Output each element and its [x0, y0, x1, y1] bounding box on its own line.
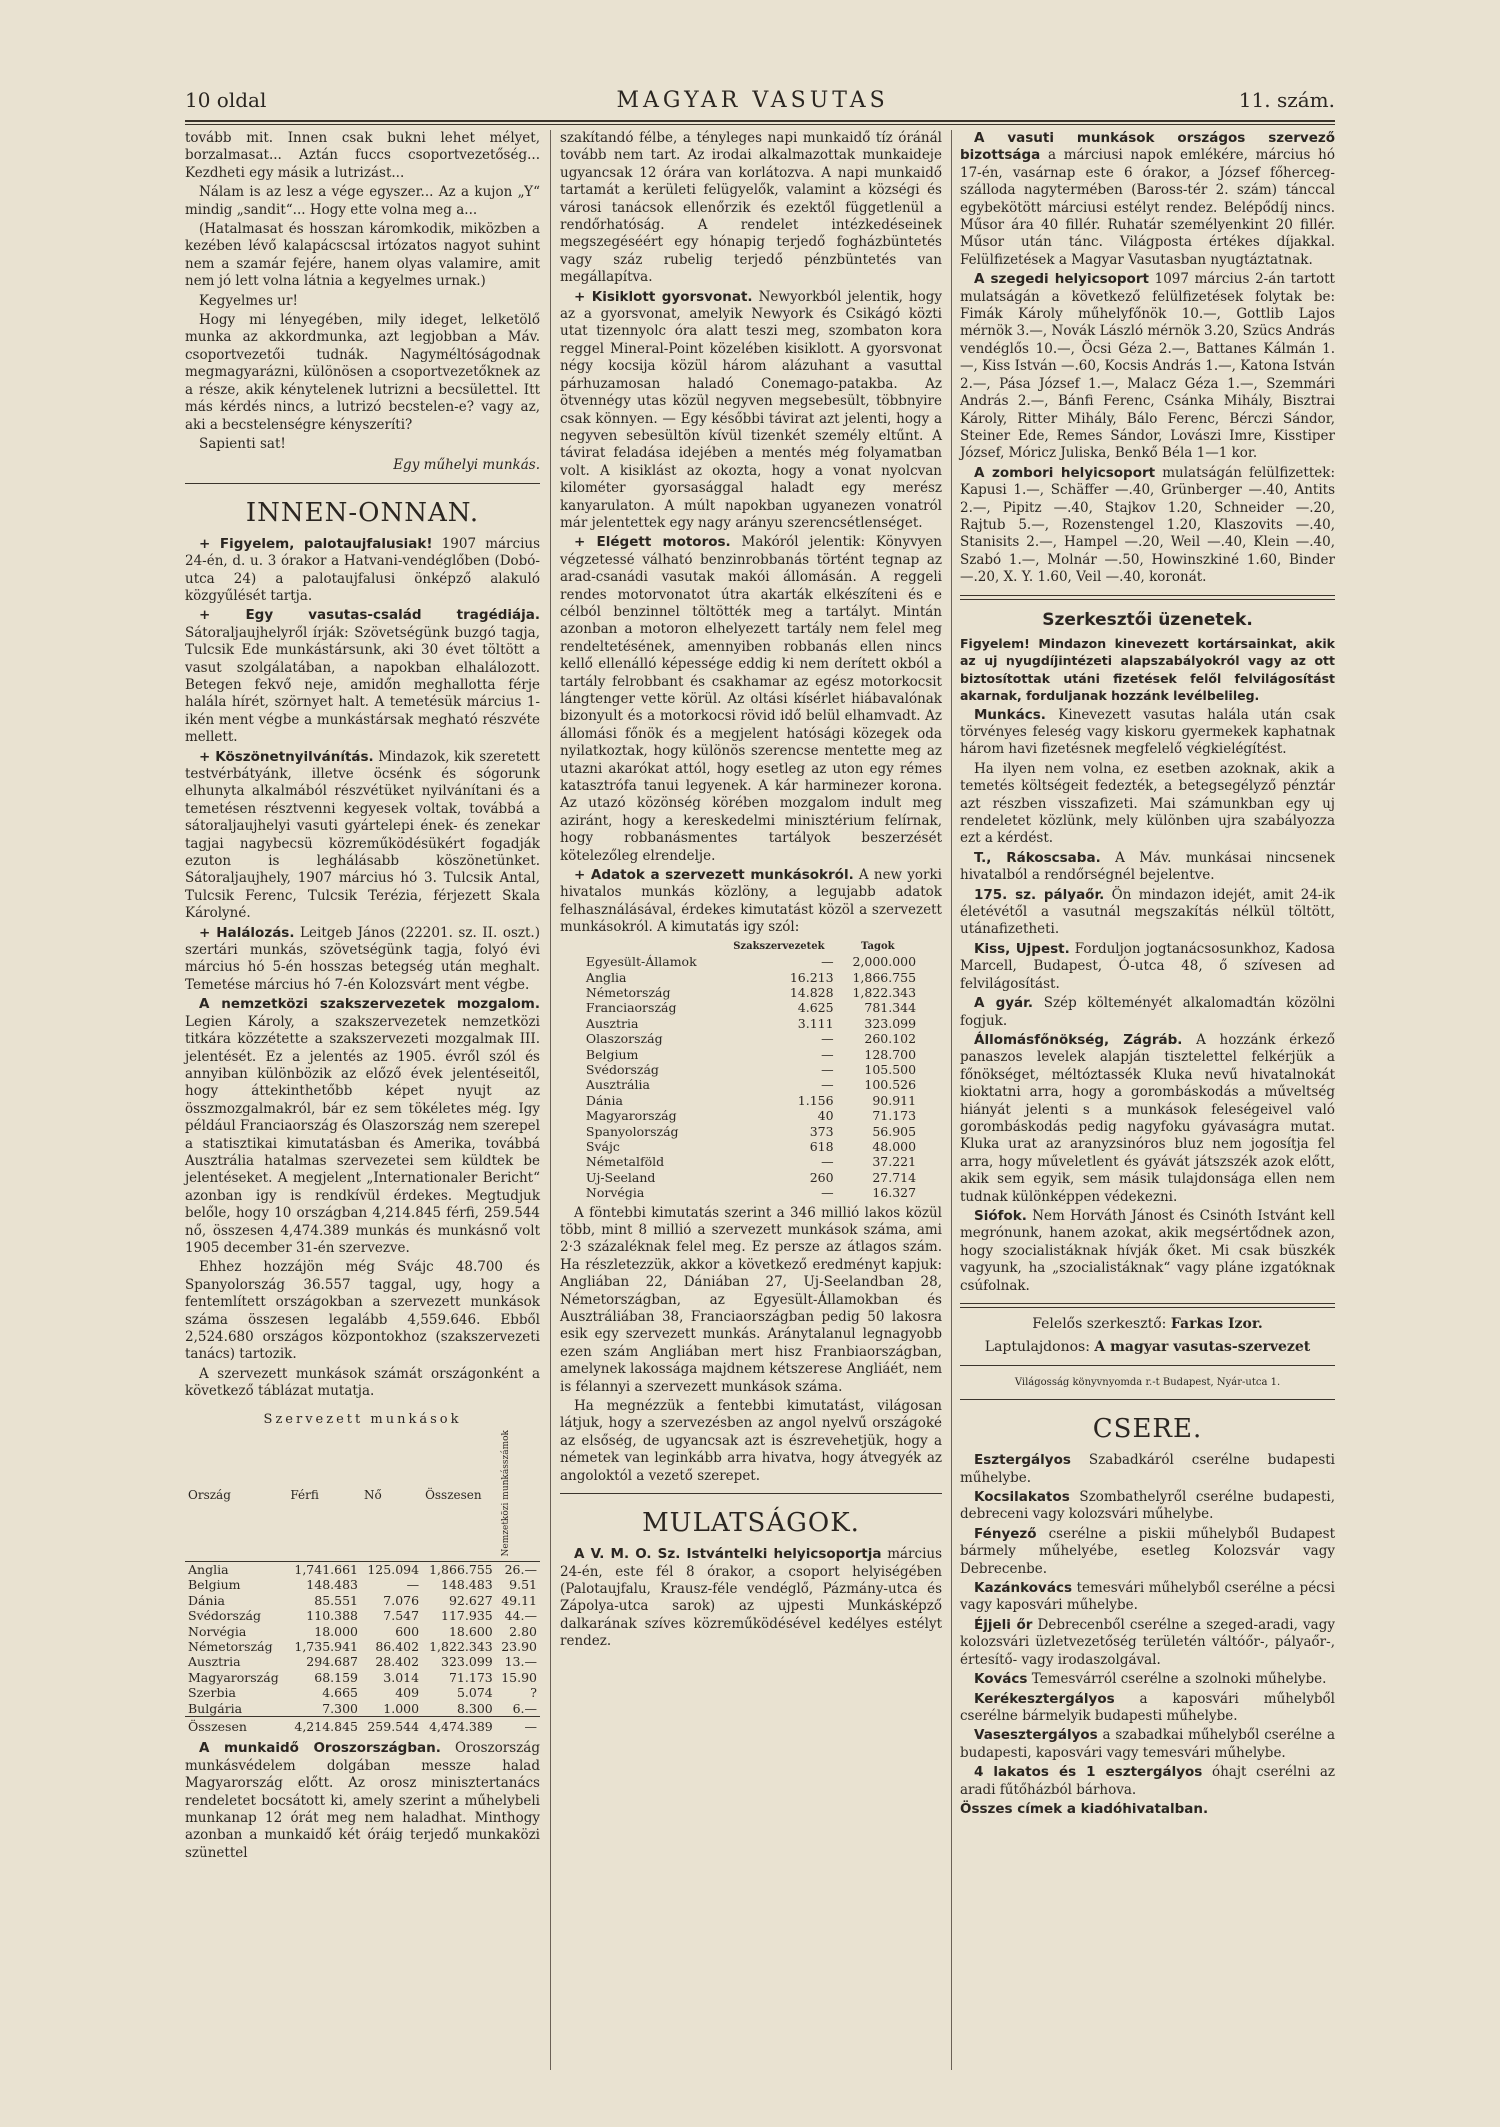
table-cell: —	[821, 1077, 834, 1093]
table-cell: 90.911	[872, 1092, 917, 1108]
table-cell: 6.—	[512, 1700, 537, 1716]
table-cell: 600	[395, 1623, 420, 1639]
list-item	[960, 1691, 1335, 1726]
table-row	[583, 1016, 919, 1031]
divider	[960, 1365, 1335, 1366]
list-item	[960, 1208, 1335, 1295]
table-cell: 4,214.845	[287, 1716, 361, 1734]
section-title-mulatsagok: MULATSÁGOK.	[642, 1508, 860, 1539]
list-item	[960, 1764, 1335, 1799]
divider	[185, 483, 540, 484]
table-header: Szakszervezetek	[733, 940, 825, 952]
table-caption: Szervezett munkások	[263, 1411, 462, 1427]
table-row	[583, 985, 919, 1000]
table-row	[583, 1062, 919, 1077]
table-row	[583, 1031, 919, 1046]
item-headline: Fényező	[974, 1525, 1037, 1542]
table-cell: 100.526	[864, 1077, 917, 1093]
news-body: Oroszország munkásvédelem dolgában messze halad Magyarország előtt. Az orosz minisztertanács rendeletet bocsátott ki, amely szerint a műhelybeli munkanap 12 órát meg nem haladhat. Minthogy azonban a munkaidő két óráig terjedő munkaközi szünettel	[185, 1740, 540, 1861]
news-body: március 24-én, este fél 8 órakor, a csoport helyiségében (Palotaujfalu, Krausz-féle vendéglő, Pázmány-utca és Zápolya-utca sarok) az ujpesti Munkásképző dalkarának szíves közreműködésével kedélyes estélyt rendez.	[560, 1546, 943, 1650]
table-cell: 128.700	[864, 1046, 917, 1062]
table-cell: Anglia	[585, 969, 627, 985]
news-headline: A zombori helyicsoport	[974, 464, 1156, 481]
table-cell: 18.000	[314, 1623, 358, 1639]
table-cell: 1.156	[797, 1092, 834, 1108]
news-body: Makóról jelentik: Könyvyen végzetessé válható benzinrobbanás történt tegnap az arad-csanádi vasutak makói állomásán. A reggeli rendes motorvonatot útra akarták elkészíteni és e célból benzinnel töltötték meg a tartályt. Mintán azonban a motoron elhelyezett tartály nem felel meg rendeltetésének, amennyiben robbanás ellen nincs kellő ellenálló képessége eddig ki nem derített okból a tartály felrobbant és csakhamar az egész motorkocsit lángtenger vette körül. Az oltási kísérlet hiábavalónak bizonyult és a motorkocsi rövid idő belül elhamvadt. Az állomási főnök és a megjelent hatósági közegek oda nyilatkoztak, hogy különös szerencse mentette meg az utazni akarókat attól, hogy esetleg az uton egy rémes katasztrófa tanui legyenek. A kár harminezer korona. Az utazó közönség körében mozgalom indult meg aziránt, hogy a kereskedelmi minisztérium felírnak, hogy robbanásmentes tartályok beszerzését kötelezőleg elrendelje.	[560, 534, 943, 864]
table-cell: 7.300	[322, 1700, 358, 1716]
table-cell: —	[821, 954, 834, 970]
table-cell: 1,866.755	[429, 1561, 493, 1577]
news-headline: A szegedi helyicsoport	[974, 271, 1149, 288]
divider	[560, 1493, 942, 1494]
table-cell: 85.551	[314, 1592, 358, 1608]
table-cell: 56.905	[872, 1123, 917, 1139]
item-body: Szép költeményét alkalomadtán közölni fogjuk.	[960, 995, 1336, 1029]
publisher-label: Laptulajdonos:	[984, 1339, 1090, 1356]
table-header	[496, 1430, 540, 1561]
table-cell: 18.600	[448, 1623, 493, 1639]
news-body: Sátoraljaujhelyről írják: Szövetségünk buzgó tagja, Tulcsik Ede munkástársunk, aki 30 évet töltött a vasut szolgálatában, a napokban elhalálozott. Betegen fekvő neje, amidőn meghallotta férje halála hírét, szörnyet halt. A temetésük március 1-ikén ment végbe a munkástársak megható részvéte mellett.	[185, 624, 540, 746]
publisher-name: A magyar vasutas-szervezet	[1094, 1339, 1311, 1356]
table-cell: Németország	[188, 1638, 273, 1654]
table-cell: 294.687	[306, 1654, 358, 1670]
newspaper-title: MAGYAR VASUTAS	[616, 88, 889, 113]
column-1	[185, 130, 540, 1864]
paragraph: Ehhez hozzájön még Svájc 48.700 és Spanyolország 36.557 taggal, ugy, hogy a fentemlített országokban a szervezett munkások száma összesen legalább 4,559.646. Ebből 2,524.680 országos központokhoz (szakszervezeti tanács) tartozik.	[185, 1259, 540, 1363]
table-row	[185, 1685, 540, 1700]
item-body: a szabadkai műhelyből cserélne a budapesti, kaposvári vagy temesvári műhelybe.	[960, 1727, 1335, 1761]
table-cell: 105.500	[864, 1061, 917, 1077]
table-total-row	[185, 1716, 540, 1734]
section-title-csere: CSERE.	[1092, 1414, 1203, 1445]
editor-line	[960, 1316, 1335, 1333]
table-cell: Bulgária	[188, 1700, 243, 1716]
list-item	[960, 995, 1335, 1030]
paragraph: Sapienti sat!	[199, 435, 286, 452]
table-cell: —	[821, 1046, 834, 1062]
table-cell: Ausztrália	[585, 1077, 650, 1093]
table-cell: Svájc	[585, 1138, 620, 1154]
list-item	[960, 1727, 1335, 1762]
table-cell: 148.483	[441, 1577, 493, 1593]
table-row	[583, 954, 919, 969]
table-row	[583, 970, 919, 985]
table-cell: 1,735.941	[294, 1638, 358, 1654]
table-cell: Ausztria	[585, 1015, 639, 1031]
list-item	[960, 1526, 1335, 1578]
table-cell: Németalföld	[585, 1154, 665, 1170]
paragraph: Ha megnézzük a fentebbi kimutatást, világosan látjuk, hogy a szervezésben az angol nyelvű országoké az elsőség, de ugyancsak azt is észrevehetjük, hogy a németek van leginkább arra hivatva, hogy átvegyék az angoloktól a vezető szerepet.	[560, 1398, 942, 1484]
table-header: Nő	[361, 1430, 422, 1561]
table-cell: 27.714	[872, 1169, 917, 1185]
table-cell: Anglia	[188, 1561, 229, 1577]
item-body: Debrecenből cserélne a szeged-aradi, vagy kolozsvári üzletvezetőség területén váltóőr-, pályaőr-, értesítő- vagy irodaszolgával.	[960, 1616, 1335, 1668]
editor-label: Felelős szerkesztő:	[1032, 1316, 1167, 1332]
news-headline: + Köszönetnyilvánítás.	[199, 748, 374, 765]
column-3	[960, 130, 1335, 1820]
masthead	[185, 88, 1335, 118]
table-cell: 40	[817, 1108, 834, 1124]
table-cell: 7.076	[383, 1592, 420, 1608]
table-row	[583, 1124, 919, 1139]
table-cell: 92.627	[448, 1592, 493, 1608]
news-headline: + Figyelem, palotaujfalusiak!	[199, 535, 433, 552]
item-body: A hozzánk érkező panaszos levelek alapján tisztelettel felkérjük a főnökséget, méltóztassék Kluka nevű hivatalnokát kioktatni arra, hogy a gorombáskodás a műveltség hiányát jelenti s a munkások feleségeivel való gorombáskodás pedig nagyfoku gyávaságra mutat. Kluka urat az aranyzsinóros bluz nem jogosítja fel arra, hogy műveletlent és gyávát játszszék azok előtt, akik sem egyik, sem másik tulajdonsága ellen nem tudnak különképpen védekezni.	[960, 1031, 1335, 1205]
list-item	[960, 1032, 1335, 1206]
item-body: Nem Horváth Jánost és Csinóth Istvánt kell megrónunk, hanem azokat, akik megsértődnek azon, hogy szocialistáknak hívják őket. Mi csak büszkék vagyunk, ha „szocialistáknak“ vagy pláne izgatóknak csúfolnak.	[960, 1207, 1336, 1294]
table-cell: Belgium	[585, 1046, 639, 1062]
news-headline: A V. M. O. Sz. Istvántelki helyicsoportja	[574, 1546, 882, 1563]
table-cell: 8.300	[456, 1700, 493, 1716]
list-item	[960, 761, 1335, 848]
item-body: Szombathelyről cserélne budapesti, debreceni vagy kolozsvári műhelybe.	[960, 1489, 1335, 1523]
table-cell: Magyarország	[188, 1669, 279, 1685]
table-cell: —	[821, 1031, 834, 1047]
list-item	[960, 941, 1335, 993]
editor-name: Farkas Izor.	[1170, 1316, 1263, 1332]
news-body: mulatságán felülfizettek: Kapusi 1.—, Schäffer —.40, Grünberger —.40, Antits 2.—, Pipitz —.40, Stajkov 1.20, Schneider —.20, Rajtub 5.—, Rozenstengel 1.20, Klaszovits —.40, Stanisits 2.—, Hampel —.20, Weil —.40, Klein —.40, Szabó 1.—, Molnár —.50, Howinszkiné 1.60, Binder —.20, X. Y. 1.60, Veil —.40, koronát.	[960, 464, 1335, 586]
list-item	[960, 1452, 1335, 1487]
publisher-line	[960, 1339, 1335, 1356]
news-body: 1907 március 24-én, d. u. 3 órakor a Hatvani-vendéglőben (Dobó-utca 24) a palotaujfalusi önképző alakuló közgyűlését tartja.	[185, 535, 541, 604]
item-headline: Vasesztergályos	[974, 1727, 1098, 1744]
divider	[960, 1399, 1335, 1400]
column-divider-2	[951, 130, 952, 2070]
table-cell: Svédország	[585, 1061, 659, 1077]
table-cell: Belgium	[188, 1577, 241, 1593]
table-cell: ?	[530, 1685, 537, 1701]
news-body: Newyorkból jelentik, hogy az a gyorsvonat, amelyik Newyork és Csikágó közti utat tizennyolc óra alatt teszi meg, szombaton kora reggel Mineral-Point közelében kisiklott. A gyorsvonat négy kocsija közül három alázuhant a vasuttal párhuzamosan haladó Conemago-patakba. Az ötvennégy utas közül negyven megsebesült, többnyire csak könnyen. — Egy későbbi távirat azt jelenti, hogy a negyven sebesültön kívül tizenkét személy eltűnt. A távirat feladása idejében a mentés még folyamatban volt. A kisiklást az okozta, hogy a vonat nyolcvan kilométer gyorsasággal haladt egy merész kanyarulaton. A múlt napokban ugyanezen vonatról már jelentettek egy nagy arányu szerencsétlenséget.	[560, 288, 942, 531]
table-cell: 9.51	[509, 1577, 537, 1593]
news-headline: A vasuti munkások országos szervező bizottsága	[960, 130, 1335, 164]
paragraph: Hogy mi lényegében, mily ideget, lelketölő munka az akkordmunka, azt legjobban a Máv. csoportvezetői tudnák. Nagyméltóságodnak megmagyarázni, különösen a csoportvezetőknek az a része, akik kénytelenek lutrizni a becsülettel. Itt más kérdés nincs, a lutrizó becstelen-e? vagy az, aki a becstelenségre kényszeríti?	[185, 312, 540, 433]
column-divider-1	[550, 130, 551, 2070]
table-cell: Összesen	[185, 1716, 287, 1734]
table-cell: 1,822.343	[852, 984, 917, 1000]
news-body: Mindazok, kik szeretett testvérbátyánk, illetve öcsénk és sógorunk elhunyta alkalmából részvétüket nyilvánítani és a temetésen résztvenni kegyesek voltak, továbbá a sátoraljaujhelyi vasuti gyártelepi ének- és zenekar tagjai nagybecsü közreműködésükért fogadják ezuton is leghálásabb köszönetünket. Sátoraljaujhely, 1907 március hó 3. Tulcsik Antal, Tulcsik Ferenc, Tulcsik Terézia, férjezett Skala Károlyné.	[185, 748, 540, 922]
section-title-innen-onnan: INNEN-ONNAN.	[245, 497, 480, 528]
table-header: Ország	[185, 1430, 287, 1561]
item-body: Kinevezett vasutas halála után csak törvényes feleség vagy kiskoru gyermekek kaphatnak három havi fizetésnek megfelelő végkielégítést.	[960, 706, 1336, 758]
table-cell: —	[821, 1154, 834, 1170]
list-item	[960, 887, 1335, 939]
table-cell: 5.074	[456, 1685, 493, 1701]
table-cell: Svédország	[188, 1608, 261, 1624]
item-body: Ha ilyen nem volna, ez esetben azoknak, akik a temetés költségeit fedezték, a betegsegélyző pénztár azt részben visszafizeti. Mai számunkban egy uj rendeletet közlünk, mely különben ujra szabályozza ezt a kérdést.	[960, 760, 1335, 847]
masthead-rule	[185, 120, 1335, 122]
section-title-editorial: Szerkesztői üzenetek.	[1042, 609, 1253, 630]
unions-table	[583, 939, 919, 1201]
table-cell: 49.11	[501, 1592, 537, 1608]
item-headline: Kiss, Ujpest.	[974, 940, 1070, 957]
table-cell: 781.344	[864, 1000, 917, 1016]
closing-line: Összes címek a kiadóhivatalban.	[960, 1800, 1209, 1817]
table-row	[185, 1654, 540, 1669]
table-cell: 125.094	[367, 1561, 420, 1577]
news-headline: + Adatok a szervezett munkásokról.	[574, 867, 854, 884]
table-cell: 68.159	[314, 1669, 358, 1685]
table-cell: 16.213	[789, 969, 834, 985]
news-body: 1097 március 2-án tartott mulatságán a következő felülfizetések folytak be: Fimák Károly műhelyfőnök 10.—, Gottlib Lajos mérnök 3.—, Novák László mérnök 3.20, Szücs András vendéglős 10.—, Öcsi Géza 2.—, Battanes Kálmán 1.—, Kiss István —.60, Kocsis András 1.—, Katona István 2.—, Pása József 1.—, Malacz Géza 1.—, Szemmári András 2.—, Bánfi Ferenc, Csánka Mihály, Bisztrai Károly, Ritter Mihály, Bálo Ferenc, Bérczi Sándor, Steiner Ede, Remes Sándor, Lovászi Imre, Kisstiper József, Móricz Juliska, Benkő Béla 1—1 kor.	[960, 271, 1335, 462]
table-cell: Egyesült-Államok	[585, 954, 697, 970]
table-cell: 71.173	[448, 1669, 493, 1685]
table-cell: 37.221	[872, 1154, 917, 1170]
item-headline: Siófok.	[974, 1207, 1027, 1224]
item-headline: Munkács.	[974, 706, 1046, 723]
list-item	[960, 1580, 1335, 1615]
table-cell: 86.402	[375, 1638, 420, 1654]
item-headline: T., Rákoscsaba.	[974, 849, 1101, 866]
table-cell: 323.099	[864, 1015, 917, 1031]
table-cell: Magyarország	[585, 1108, 677, 1124]
table-row	[185, 1593, 540, 1608]
table-row	[185, 1701, 540, 1717]
table-row	[185, 1670, 540, 1685]
item-headline: Állomásfőnökség, Zágráb.	[974, 1031, 1183, 1048]
table-cell: 44.—	[504, 1608, 537, 1624]
column-2	[560, 130, 942, 1653]
item-headline: Kazánkovács	[974, 1580, 1072, 1597]
item-headline: Kerékesztergályos	[974, 1690, 1115, 1707]
table-cell: 1.000	[383, 1700, 420, 1716]
table-cell: 4.665	[322, 1685, 358, 1701]
table-cell: 16.327	[872, 1185, 917, 1201]
paragraph: A föntebbi kimutatás szerint a 346 millió lakos közül több, mint 8 millió a szervezett munkások száma, ami 2·3 százaléknak felel meg. Ez persze az átlagos szám. Ha részletezzük, akkor a következő eredményt kapjuk: Angliában 22, Dániában 27, Uj-Seelandban 28, Németországban, az Egyesült-Államokban és Ausztráliában 38, Franciaországban pedig 50 lakosra esik egy szervezett munkás. Aránytalanul legnagyobb ezen szám Angliában mert hisz Franbiaországban, amelynek lakossága majdnem kétszerese Angliáét, nem is félannyi a szervezett munkások száma.	[560, 1204, 942, 1395]
table-cell: 1,741.661	[294, 1561, 358, 1577]
list-item	[960, 850, 1335, 885]
paragraph: (Hatalmasat és hosszan káromkodik, miközben a kezében lévő kalapácscsal irtózatos nagyot suhint nem a szamár fejére, hanem olyas valamire, amit nem jó lett volna látnia a kegyelmes urnak.)	[185, 221, 540, 290]
table-header	[583, 939, 721, 954]
list-item	[960, 1617, 1335, 1669]
paragraph: szakítandó félbe, a tényleges napi munkaidő tíz óránál tovább nem tart. Az irodai alkalmazottak munkaideje ugyancsak 12 órára van korlátozva. A napi munkaidő tartamát a kerületi felügyelők, valamint a községi és városi tanácsok ellenőrzik és ezektől függetlenül a rendőrhatóság. A rendelet intézkedéseinek megszegéséért egy hónapig terjedő fogházbüntetés vagy száz rubelig terjedő pénzbüntetés van megállapítva.	[560, 130, 942, 286]
table-cell: Ausztria	[188, 1654, 241, 1670]
news-headline: + Halálozás.	[199, 924, 295, 941]
printer-line: Világosság könyvnyomda r.-t Budapest, Nyár-utca 1.	[1014, 1376, 1281, 1388]
table-cell: 259.544	[361, 1716, 422, 1734]
list-item	[960, 707, 1335, 759]
table-cell: 3.014	[383, 1669, 420, 1685]
table-cell: Franciaország	[585, 1000, 677, 1016]
table-cell: Uj-Seeland	[585, 1169, 656, 1185]
table-cell: —	[821, 1185, 834, 1201]
item-body: Forduljon jogtanácsosunkhoz, Kadosa Marcell, Budapest, Ó-utca 48, ő szívesen ad felvilágosítást.	[960, 940, 1335, 992]
table-cell: 2.80	[509, 1623, 537, 1639]
table-row	[185, 1639, 540, 1654]
table-row	[583, 1170, 919, 1185]
table-row	[185, 1608, 540, 1623]
news-headline: A munkaidő Oroszországban.	[199, 1740, 441, 1757]
table-cell: 71.173	[872, 1108, 917, 1124]
page-number: 10 oldal	[185, 88, 267, 112]
table-cell: 3.111	[797, 1015, 834, 1031]
table-cell: 1,822.343	[429, 1638, 493, 1654]
item-body: Ön mindazon idejét, amit 24-ik életévétől a vasutnál megszakítás nélkül töltött, utánafizetheti.	[960, 886, 1335, 938]
table-header: Tagok	[861, 940, 895, 952]
table-row	[583, 1154, 919, 1169]
divider	[960, 595, 1335, 600]
item-headline: 4 lakatos és 1 esztergályos	[974, 1764, 1203, 1781]
table-cell: Norvégia	[188, 1623, 247, 1639]
table-cell: 4,474.389	[422, 1716, 496, 1734]
item-body: temesvári műhelyből cserélne a pécsi vagy kaposvári műhelybe.	[960, 1580, 1335, 1614]
table-cell: 117.935	[441, 1608, 493, 1624]
table-cell: 14.828	[789, 984, 834, 1000]
table-cell: 23.90	[501, 1638, 537, 1654]
table-row	[583, 1185, 919, 1200]
news-body: a márciusi napok emlékére, március hó 17-én, vasárnap este 6 órakor, a József főherceg-szálloda nagytermében (Baross-tér 2. szám) tánccal egybekötött márciusi estélyt rendez. Belépődíj nincs. Műsor ára 40 fillér. Ruhatár személyenkint 20 fillér. Műsor után tánc. Világposta értékes díjakkal. Felülfizetések a Magyar Vasutasban nyugtáztatnak.	[960, 147, 1335, 268]
news-body: Leitgeb János (22201. sz. II. oszt.) szertári munkás, szövetségünk tagja, folyó évi március hó 5-én hosszas betegség után meghalt. Temetése március hó 7-én Kolozsvárt ment végbe.	[185, 924, 540, 993]
table-cell: 260	[809, 1169, 834, 1185]
table-cell: 28.402	[375, 1654, 420, 1670]
table-cell: Dánia	[585, 1092, 623, 1108]
news-headline: + Kisiklott gyorsvonat.	[574, 288, 753, 305]
item-headline: Éjjeli őr	[974, 1616, 1033, 1633]
table-cell: Németország	[585, 984, 671, 1000]
issue-number: 11. szám.	[1238, 88, 1335, 112]
paragraph: A szervezett munkások számát országonként a következő táblázat mutatja.	[185, 1365, 540, 1400]
news-body: A new yorki hivatalos munkás közlöny, a legujabb adatok felhasználásával, érdekes kimutatást közöl a szervezett munkásokról. A kimutatás igy szól:	[560, 867, 942, 936]
table-cell: —	[496, 1716, 540, 1734]
table-cell: Szerbia	[188, 1685, 236, 1701]
table-cell: 260.102	[864, 1031, 917, 1047]
item-body: A Máv. munkásai nincsenek hivatalból a rendőrségnél bejelentve.	[960, 849, 1335, 884]
table-row	[583, 1093, 919, 1108]
table-row	[583, 1108, 919, 1123]
table-cell: Olaszország	[585, 1031, 663, 1047]
table-row	[583, 1000, 919, 1015]
vertical-header: Nemzetközi munkásszámok	[500, 1430, 511, 1557]
item-body: a kaposvári műhelyből cserélne bármelyik budapesti műhelybe.	[960, 1690, 1335, 1724]
item-body: cserélne a piskii műhelyből Budapest bármely műhelyébe, esetleg Kolozsvár vagy Debrecenbe.	[960, 1525, 1335, 1577]
item-headline: 175. sz. pályaőr.	[974, 886, 1105, 903]
paragraph: Kegyelmes ur!	[199, 292, 298, 309]
table-cell: 323.099	[441, 1654, 493, 1670]
table-row	[583, 1139, 919, 1154]
table-cell: 26.—	[504, 1561, 537, 1577]
news-headline: A nemzetközi szakszervezetek mozgalom.	[199, 996, 540, 1013]
table-cell: 618	[809, 1138, 834, 1154]
paragraph: Nálam is az lesz a vége egyszer... Az a kujon „Y“ mindig „sandit“... Hogy ette volna meg a...	[185, 184, 540, 218]
table-cell: 110.388	[306, 1608, 358, 1624]
news-body: Legien Károly, a szakszervezetek nemzetközi titkára közzétette a szakszervezeti mozgalmak III. jelentését. Ez a jelentés az 1905. évről szól és annyiban különbözik az előző évek jelentéseitől, hogy áttekinthetőbb képet nyujt az összmozgalmakról, bár ez sem tökéletes még. Igy például Franciaország és Olaszország nem szerepel a statisztikai kimutatásban és Amerika, továbbá Ausztrália hatalmas szervezetei sem küldtek be jelentéseket. A megjelent „Internationaler Bericht“ azonban igy is rendkívül érdekes. Megtudjuk belőle, hogy 10 országban 4,214.845 férfi, 259.544 nő, összesen 4,474.389 munkás és munkásnő volt 1905 december 31-én szervezve.	[185, 1013, 540, 1256]
item-headline: Kocsilakatos	[974, 1489, 1070, 1506]
news-headline: + Elégett motoros.	[574, 534, 731, 551]
table-row	[583, 1077, 919, 1092]
item-headline: A gyár.	[974, 995, 1034, 1012]
table-cell: 409	[395, 1685, 420, 1701]
list-item	[960, 1489, 1335, 1524]
table-cell: 7.547	[383, 1608, 420, 1624]
item-headline: Kovács	[974, 1671, 1028, 1688]
table-cell: 2,000.000	[852, 954, 917, 970]
table-header: Összesen	[422, 1430, 496, 1561]
paragraph: tovább mit. Innen csak bukni lehet mélyet, borzalmasat... Aztán fuccs csoportvezetőség... Kezdheti egy másik a lutrizást...	[185, 130, 540, 181]
list-item	[960, 1671, 1335, 1688]
table-cell: —	[406, 1577, 420, 1593]
item-body: Szabadkáról cserélne budapesti műhelybe.	[960, 1452, 1336, 1486]
table-cell: 373	[809, 1123, 834, 1139]
editorial-notice: Figyelem! Mindazon kinevezett kortársainkat, akik az uj nyugdíjintézeti alapszabályokról vagy az ott biztosítottak utáni fizetések felől felvilágosítást akarnak, forduljanak hozzánk levélbelileg.	[960, 635, 1335, 704]
item-body: Temesvárról cserélne a szolnoki műhelybe.	[1031, 1671, 1327, 1688]
table-row	[185, 1561, 540, 1577]
signature: Egy műhelyi munkás.	[393, 457, 540, 474]
item-body: óhajt cserélni az aradi fűtőházból bárhova.	[960, 1764, 1336, 1798]
table-row	[185, 1624, 540, 1639]
table-cell: Dánia	[188, 1592, 225, 1608]
table-cell: Spanyolország	[585, 1123, 679, 1139]
table-cell: —	[821, 1061, 834, 1077]
table-cell: 4.625	[797, 1000, 834, 1016]
table-cell: 48.000	[872, 1138, 917, 1154]
table-header: Férfi	[287, 1430, 361, 1561]
item-headline: Esztergályos	[974, 1452, 1071, 1469]
news-headline: + Egy vasutas-család tragédiája.	[199, 607, 540, 624]
table-cell: 15.90	[501, 1669, 537, 1685]
organized-workers-table	[185, 1430, 540, 1734]
masthead-rule-thin	[185, 124, 1335, 125]
divider	[960, 1303, 1335, 1308]
table-cell: 148.483	[306, 1577, 358, 1593]
table-cell: Norvégia	[585, 1185, 645, 1201]
table-row	[583, 1047, 919, 1062]
table-cell: 13.—	[504, 1654, 537, 1670]
table-cell: 1,866.755	[852, 969, 917, 985]
table-row	[185, 1577, 540, 1592]
